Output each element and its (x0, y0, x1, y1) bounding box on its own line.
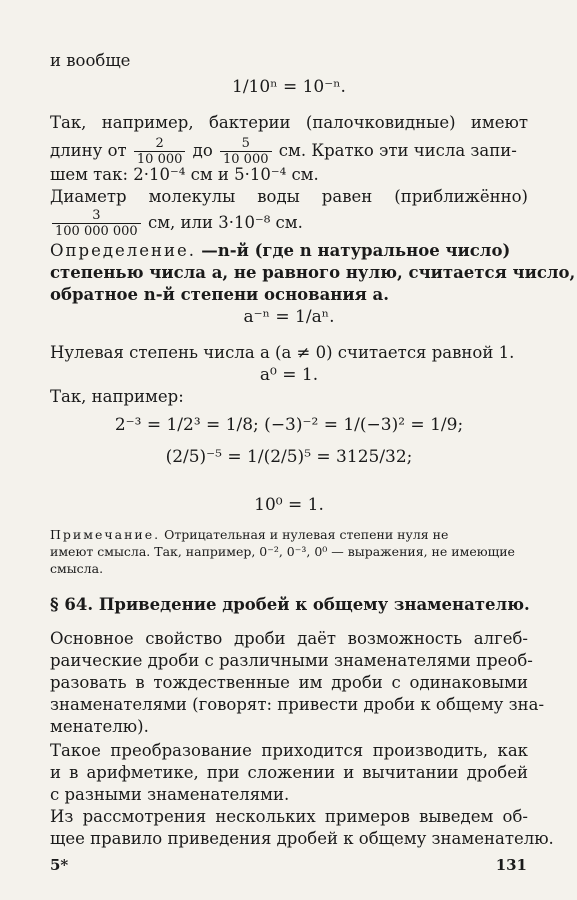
fraction (52, 208, 141, 239)
fraction-denominator: 100 000 000 (55, 224, 138, 239)
paragraph-line: с разными знаменателями. (50, 785, 290, 804)
text-line: Так, например: (50, 387, 184, 406)
paragraph-line: разовать в тождественные им дроби с одинаковыми (50, 673, 528, 692)
formula-reciprocal-power: 1/10ⁿ = 10⁻ⁿ. (232, 77, 346, 97)
paragraph-line: и в арифметике, при сложении и вычитании дробей (50, 763, 528, 782)
text-line: шем так: 2·10⁻⁴ см и 5·10⁻⁴ см. (50, 165, 319, 184)
paragraph-line: менателю). (50, 717, 149, 736)
text-line: Диаметр молекулы воды равен (приближённо) (50, 187, 528, 206)
fraction-numerator: 5 (220, 136, 272, 152)
note-text: Отрицательная и нулевая степени нуля не (164, 527, 449, 542)
text-fragment: длину от (50, 141, 127, 160)
formula-examples-3: 10⁰ = 1. (254, 495, 324, 515)
fraction-numerator: 2 (134, 136, 186, 152)
signature-mark: 5* (50, 856, 69, 874)
text-line: Нулевая степень числа a (a ≠ 0) считается равной 1. (50, 343, 515, 362)
paragraph-line: Основное свойство дроби даёт возможность алгеб- (50, 629, 528, 648)
definition-line (50, 240, 528, 262)
definition-line: обратное n-й степени основания a. (50, 285, 389, 304)
text-line: и вообще (50, 51, 131, 70)
paragraph-line: щее правило приведения дробей к общему знаменателю. (50, 829, 554, 848)
note-line: имеют смысла. Так, например, 0⁻², 0⁻³, 0⁰ — выражения, не имеющие (50, 544, 515, 559)
note-line: смысла. (50, 561, 104, 576)
paragraph-line: раические дроби с различными знаменателями преоб- (50, 651, 533, 670)
formula-examples-2: (2/5)⁻⁵ = 1/(2/5)⁵ = 3125/32; (165, 447, 413, 467)
note-line (50, 526, 528, 543)
paragraph-line: Такое преобразование приходится производить, как (50, 741, 528, 760)
note-label: Примечание. (50, 527, 161, 542)
paragraph-line: Из рассмотрения нескольких примеров выведем об- (50, 807, 528, 826)
text-fragment: см, или 3·10⁻⁸ см. (147, 213, 303, 232)
definition-label: Определение. (50, 241, 197, 260)
fraction-denominator: 10 000 (223, 152, 269, 167)
fraction-numerator: 3 (52, 208, 141, 224)
definition-line: степенью числа a, не равного нулю, считается число, (50, 263, 576, 282)
text-fragment: до (192, 141, 213, 160)
text-line-with-fraction (50, 208, 528, 239)
fraction (134, 136, 186, 167)
definition-text: —n-й (где n натуральное число) (201, 241, 511, 260)
fraction-denominator: 10 000 (136, 152, 183, 167)
page-number: 131 (495, 856, 527, 874)
formula-zero-power: a⁰ = 1. (259, 365, 319, 385)
text-line: Так, например, бактерии (палочковидные) имеют (50, 113, 528, 132)
section-heading: § 64. Приведение дробей к общему знаменателю. (50, 595, 530, 614)
fraction (220, 136, 272, 167)
text-fragment: см. Кратко эти числа запи- (278, 141, 517, 160)
text-line-with-fractions (50, 136, 528, 167)
formula-examples-1: 2⁻³ = 1/2³ = 1/8; (−3)⁻² = 1/(−3)² = 1/9; (114, 415, 464, 435)
paragraph-line: знаменателями (говорят: привести дроби к общему зна- (50, 695, 545, 714)
formula-negative-power: a⁻ⁿ = 1/aⁿ. (243, 307, 335, 327)
